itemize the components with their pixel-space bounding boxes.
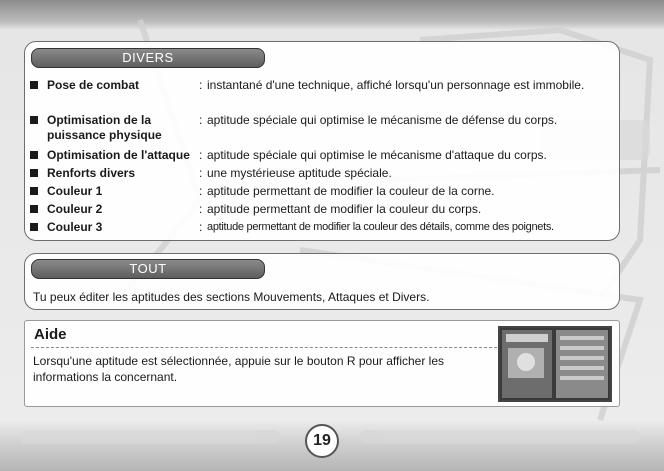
item-term: Renforts divers xyxy=(47,166,136,180)
game-screen-thumbnail xyxy=(498,326,612,402)
colon: : xyxy=(199,202,203,216)
item-definition: aptitude permettant de modifier la couleur du corps. xyxy=(207,202,482,216)
page-number: 19 xyxy=(305,424,339,458)
screen-image xyxy=(500,328,610,400)
divers-header: DIVERS xyxy=(31,48,265,68)
item-definition: aptitude permettant de modifier la couleur des détails, comme des poignets. xyxy=(207,221,554,233)
bullet-icon xyxy=(30,205,38,213)
item-definition: aptitude spéciale qui optimise le mécanisme d'attaque du corps. xyxy=(207,148,547,162)
bullet-icon xyxy=(30,116,38,124)
divers-section xyxy=(24,41,620,241)
item-definition: une mystérieuse aptitude spéciale. xyxy=(207,166,392,180)
bullet-icon xyxy=(30,81,38,89)
item-term: Couleur 1 xyxy=(47,184,103,198)
colon: : xyxy=(199,220,203,234)
bullet-icon xyxy=(30,187,38,195)
tout-description: Tu peux éditer les aptitudes des sections Mouvements, Attaques et Divers. xyxy=(33,290,430,304)
item-definition: aptitude spéciale qui optimise le mécanisme de défense du corps. xyxy=(207,113,558,127)
item-term: Optimisation de l'attaque xyxy=(47,148,190,162)
dashed-divider xyxy=(31,347,497,348)
colon: : xyxy=(199,148,203,162)
colon: : xyxy=(199,166,203,180)
colon: : xyxy=(199,113,203,127)
item-term: Optimisation de la puissance physique xyxy=(47,113,162,142)
colon: : xyxy=(199,78,203,92)
tout-section xyxy=(24,253,620,310)
item-term: Couleur 2 xyxy=(47,202,103,216)
colon: : xyxy=(199,184,203,198)
aide-title: Aide xyxy=(34,326,67,343)
item-definition: aptitude permettant de modifier la couleur de la corne. xyxy=(207,184,495,198)
bullet-icon xyxy=(30,169,38,177)
bullet-icon xyxy=(30,223,38,231)
tout-header: TOUT xyxy=(31,259,265,279)
aide-description: Lorsqu'une aptitude est sélectionnée, appuie sur le bouton R pour afficher les informations la concernant. xyxy=(33,354,445,384)
bullet-icon xyxy=(30,151,38,159)
item-term: Couleur 3 xyxy=(47,220,103,234)
item-term: Pose de combat xyxy=(47,78,140,92)
item-definition: instantané d'une technique, affiché lorsqu'un personnage est immobile. xyxy=(207,78,585,92)
